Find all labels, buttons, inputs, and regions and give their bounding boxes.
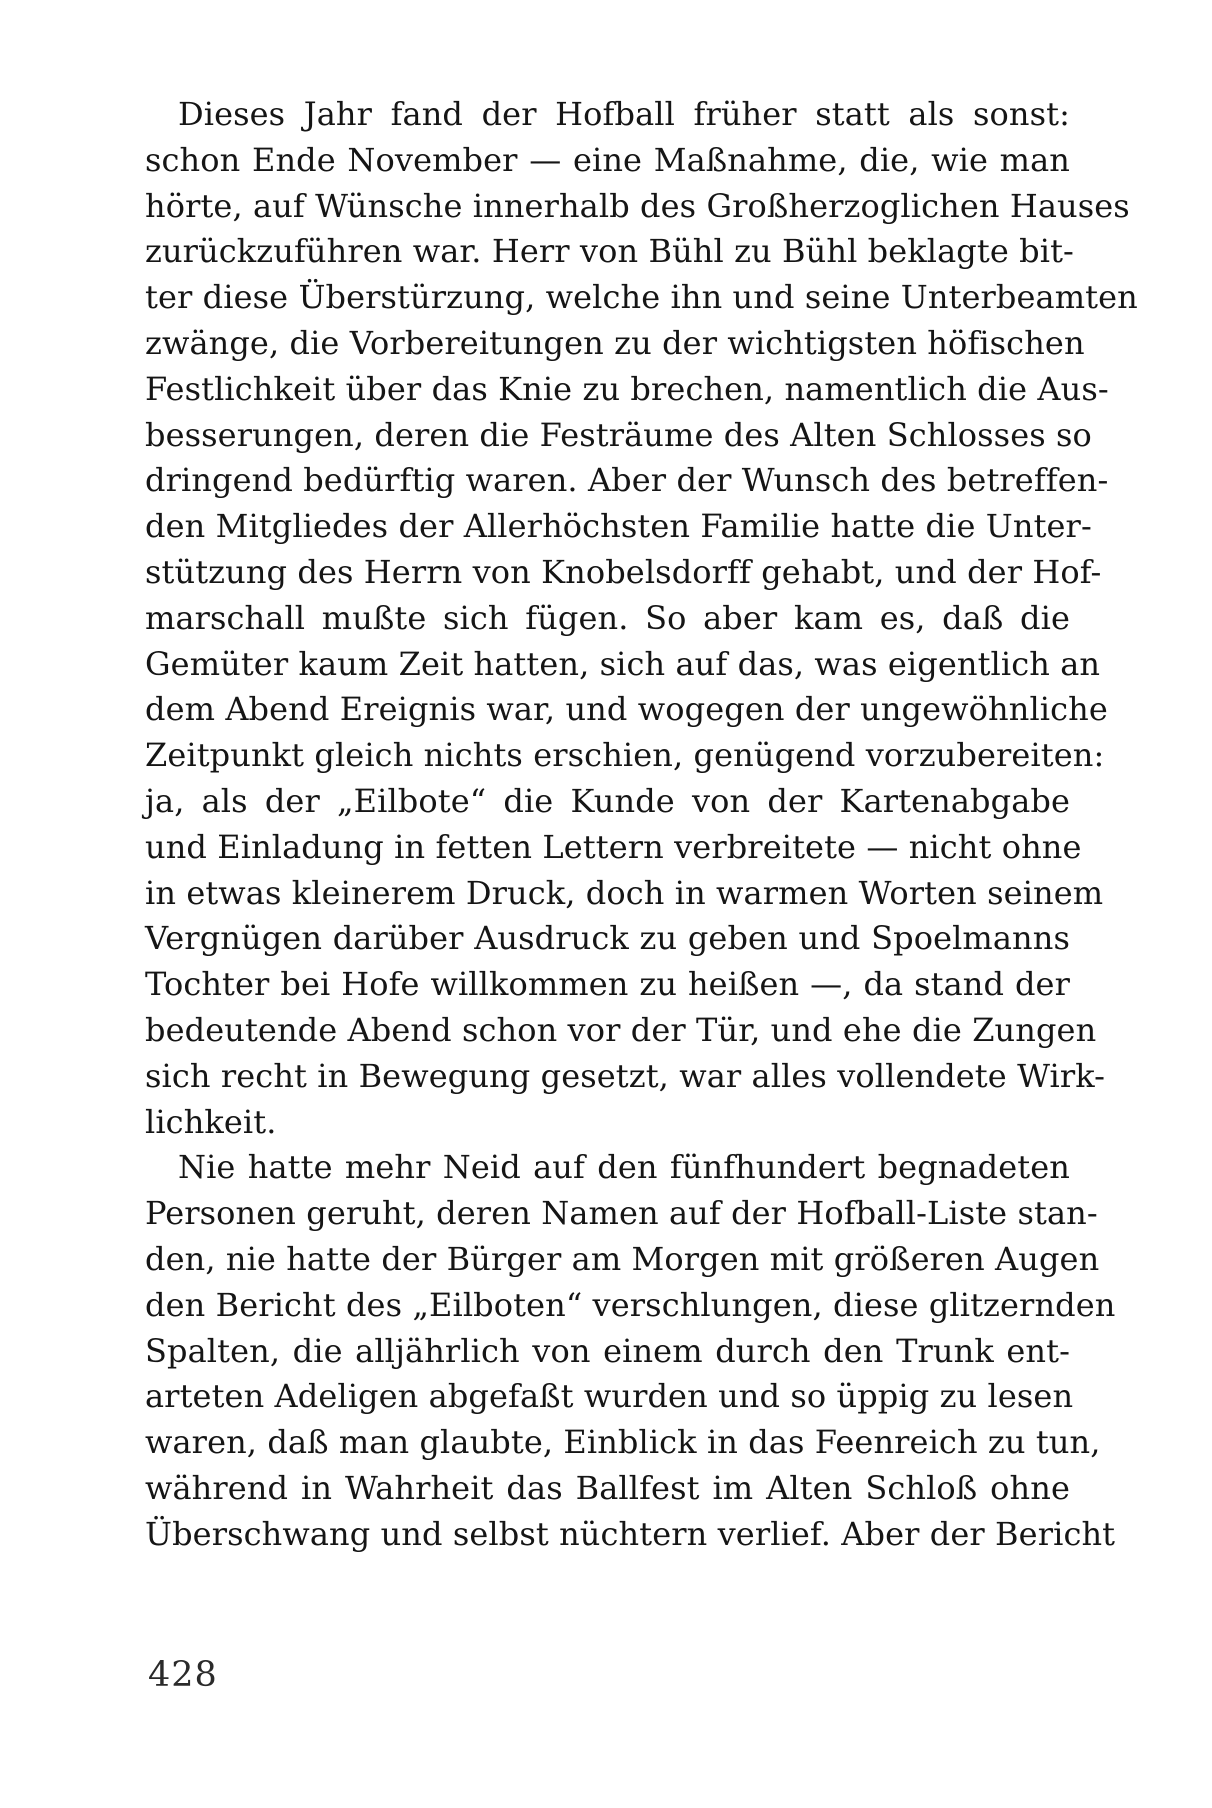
text-line: waren, daß man glaubte, Einblick in das Feenreich zu tun,	[145, 1423, 1101, 1462]
text-line: besserungen, deren die Festräume des Alten Schlosses so	[145, 415, 1092, 454]
text-line: ter diese Überstürzung, welche ihn und seine Unterbeamten	[145, 278, 1138, 317]
paragraph-2	[145, 1145, 1116, 1557]
text-line: Überschwang und selbst nüchtern verlief. Aber der Bericht	[145, 1514, 1116, 1553]
text-line: den, nie hatte der Bürger am Morgen mit größeren Augen	[145, 1239, 1100, 1278]
text-line: Vergnügen darüber Ausdruck zu geben und Spoelmanns	[145, 919, 1070, 958]
page-number: 428	[148, 1655, 218, 1695]
text-line: Nie hatte mehr Neid auf den fünfhundert begnadeten	[178, 1148, 1070, 1187]
text-line: den Mitgliedes der Allerhöchsten Familie hatte die Unter-	[145, 507, 1092, 546]
text-line: Tochter bei Hofe willkommen zu heißen —, da stand der	[145, 965, 1070, 1004]
text-line: den Bericht des „Eilboten“ verschlungen, diese glitzernden	[145, 1285, 1116, 1324]
text-line: ja, als der „Eilbote“ die Kunde von der Kartenabgabe	[145, 781, 1070, 820]
text-line: in etwas kleinerem Druck, doch in warmen Worten seinem	[145, 873, 1104, 912]
text-line: während in Wahrheit das Ballfest im Alten Schloß ohne	[145, 1468, 1070, 1507]
text-line: und Einladung in fetten Lettern verbreitete — nicht ohne	[145, 827, 1082, 866]
text-line: dem Abend Ereignis war, und wogegen der ungewöhnliche	[145, 690, 1108, 729]
text-line: Festlichkeit über das Knie zu brechen, namentlich die Aus-	[145, 369, 1109, 408]
text-line: zwänge, die Vorbereitungen zu der wichtigsten höfischen	[145, 323, 1085, 362]
text-line: Gemüter kaum Zeit hatten, sich auf das, was eigentlich an	[145, 644, 1101, 683]
text-line: stützung des Herrn von Knobelsdorff gehabt, und der Hof-	[145, 552, 1102, 591]
body-text	[145, 92, 1138, 1558]
text-line: Zeitpunkt gleich nichts erschien, genügend vorzubereiten:	[145, 736, 1105, 775]
text-line: Spalten, die alljährlich von einem durch den Trunk ent-	[145, 1331, 1070, 1370]
text-line: bedeutende Abend schon vor der Tür, und ehe die Zungen	[145, 1010, 1097, 1049]
text-line: sich recht in Bewegung gesetzt, war alles vollendete Wirk-	[145, 1056, 1106, 1095]
text-line: zurückzuführen war. Herr von Bühl zu Bühl beklagte bit-	[145, 232, 1074, 271]
text-line: dringend bedürftig waren. Aber der Wunsch des betreffen-	[145, 461, 1109, 500]
text-line: arteten Adeligen abgefaßt wurden und so üppig zu lesen	[145, 1377, 1074, 1416]
paragraph-1	[145, 92, 1138, 1145]
text-line: marschall mußte sich fügen. So aber kam es, daß die	[145, 598, 1070, 637]
text-line: lichkeit.	[145, 1102, 277, 1141]
text-line: Dieses Jahr fand der Hofball früher statt als sonst:	[178, 95, 1070, 133]
text-line: schon Ende November — eine Maßnahme, die, wie man	[145, 140, 1070, 179]
text-line: Personen geruht, deren Namen auf der Hofball-Liste stan-	[145, 1194, 1098, 1233]
text-line: hörte, auf Wünsche innerhalb des Großherzoglichen Hauses	[145, 186, 1130, 225]
